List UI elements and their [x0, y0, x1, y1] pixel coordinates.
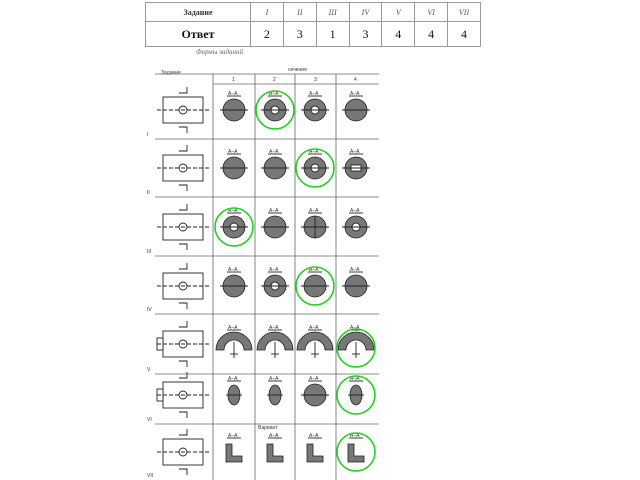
section-mark: A–A: [269, 149, 279, 155]
section-mark: A–A: [269, 267, 279, 273]
cut-mark: [179, 429, 187, 435]
section-mark: A–A: [228, 376, 238, 382]
task-cell: III: [316, 3, 349, 22]
section-mark: A–A: [228, 325, 238, 331]
answer-cell: 4: [415, 22, 448, 47]
task-cell: I: [251, 3, 284, 22]
section-mark: A–A: [228, 267, 238, 273]
answer-table: [145, 2, 481, 47]
task-cell: VII: [448, 3, 481, 22]
section-mark: A–A: [228, 91, 238, 97]
col-number: 4: [354, 77, 357, 83]
answer-cell: 1: [316, 22, 349, 47]
row-label: VII: [147, 473, 154, 479]
cut-mark: [179, 361, 187, 367]
section-mark: A–A: [350, 325, 360, 331]
section-mark: A–A: [269, 376, 279, 382]
cut-mark: [179, 185, 187, 191]
row-label: VI: [147, 417, 152, 423]
section-mark: A–A: [309, 325, 319, 331]
drawing-rows: [147, 87, 375, 479]
row-label: I: [147, 132, 149, 138]
answer-cell: 4: [382, 22, 415, 47]
profile-section: [348, 444, 364, 462]
figure-caption: Формы заданий: [196, 48, 243, 56]
row-label: V: [147, 367, 151, 373]
cut-mark: [179, 469, 187, 475]
section-mark: A–A: [309, 267, 319, 273]
drawing-row: [147, 372, 375, 423]
drawing-row: [147, 204, 370, 255]
answer-cell: 2: [251, 22, 284, 47]
section-mark: A–A: [228, 208, 238, 214]
section-mark: A–A: [309, 149, 319, 155]
section-mark: A–A: [350, 433, 360, 439]
section-mark: A–A: [269, 433, 279, 439]
document-page: [145, 0, 481, 480]
cut-mark: [179, 321, 187, 327]
answer-cell: 3: [283, 22, 316, 47]
left-header-label: Задание: [161, 70, 181, 76]
cut-mark: [179, 372, 187, 378]
section-mark: A–A: [269, 208, 279, 214]
top-header-label: сечения: [288, 67, 307, 73]
section-mark: A–A: [309, 433, 319, 439]
col-number: 3: [314, 77, 317, 83]
drawing-row: [147, 263, 370, 313]
profile-section: [267, 444, 283, 462]
section-mark: A–A: [309, 91, 319, 97]
task-cell: II: [283, 3, 316, 22]
section-mark: A–A: [228, 149, 238, 155]
profile-section: [307, 444, 323, 462]
col-number: 1: [232, 77, 235, 83]
drawing-row: [147, 321, 375, 373]
section-mark: A–A: [350, 149, 360, 155]
row-label: III: [147, 249, 152, 255]
variant-label: Вариант: [258, 425, 278, 431]
row-label: IV: [147, 307, 152, 313]
section-mark: A–A: [350, 91, 360, 97]
answer-cell: 3: [349, 22, 382, 47]
section-mark: A–A: [228, 433, 238, 439]
col-number: 2: [273, 77, 276, 83]
cut-mark: [179, 263, 187, 269]
answer-row: [146, 22, 481, 47]
answer-header-cell: Ответ: [146, 22, 251, 47]
drawing-row: [147, 429, 375, 479]
cut-mark: [179, 127, 187, 133]
technical-drawing: [145, 62, 481, 480]
task-header-cell: Задание: [146, 3, 251, 22]
task-cell: IV: [349, 3, 382, 22]
task-row: [146, 3, 481, 22]
cut-mark: [179, 244, 187, 250]
row-label: II: [147, 190, 150, 196]
section-mark: A–A: [350, 376, 360, 382]
task-cell: VI: [415, 3, 448, 22]
section-mark: A–A: [350, 208, 360, 214]
cut-mark: [179, 412, 187, 418]
section-mark: A–A: [309, 208, 319, 214]
section-mark: A–A: [269, 91, 279, 97]
cut-mark: [179, 87, 187, 93]
section-mark: A–A: [350, 267, 360, 273]
task-cell: V: [382, 3, 415, 22]
answer-cell: 4: [448, 22, 481, 47]
drawing-row: [147, 145, 370, 196]
cut-mark: [179, 145, 187, 151]
cut-mark: [179, 303, 187, 309]
drawing-row: [147, 87, 370, 138]
section-mark: A–A: [269, 325, 279, 331]
cut-mark: [179, 204, 187, 210]
profile-section: [226, 444, 242, 462]
section-mark: A–A: [309, 376, 319, 382]
